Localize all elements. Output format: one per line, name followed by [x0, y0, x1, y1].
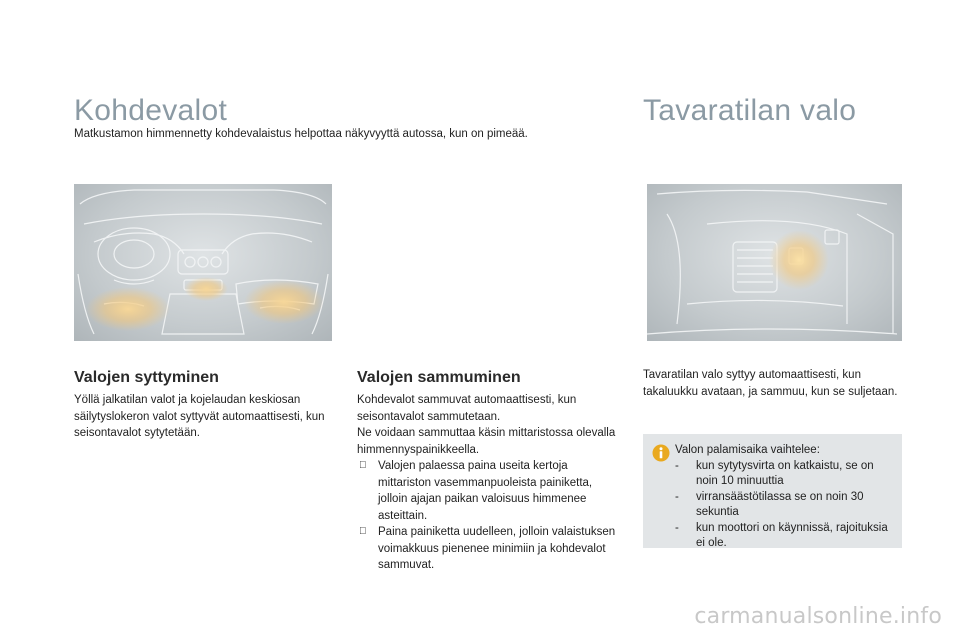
text-tavaratilan-valo: Tavaratilan valo syttyy automaattisesti, kun takaluukku avataan, ja sammuu, kun se suljetaan.: [643, 369, 898, 398]
bullet-text: Valojen palaessa paina useita kertoja mittariston vasemmanpuoleista painiketta, jolloin ajajan paikan valoisuus himmenee asteittain.: [378, 460, 593, 522]
info-item-text: virransäästötilassa se on noin 30 sekuntia: [696, 490, 864, 518]
dash-marker: -: [675, 521, 679, 534]
page-title-tavaratilan-valo: Tavaratilan valo: [643, 94, 857, 127]
arrow-bullet-icon: [359, 524, 367, 541]
dashboard-drawing: [74, 184, 332, 341]
heading-valojen-sammuminen: Valojen sammuminen: [357, 369, 521, 386]
section-valojen-sammuminen: [357, 392, 619, 574]
bullet-item: [357, 524, 619, 574]
text-sammuminen-2: Ne voidaan sammuttaa käsin mittaristossa olevalla himmennyspainikkeella.: [357, 427, 616, 456]
dash-marker: -: [675, 490, 679, 503]
trunk-illustration: [647, 184, 902, 341]
info-content: [675, 443, 897, 552]
text-valojen-syttyminen: Yöllä jalkatilan valot ja kojelaudan keskiosan säilytyslokeron valot syttyvät automaattisesti, kun seisontavalot sytytetään.: [74, 394, 325, 439]
trunk-lamp-glow: [769, 230, 829, 290]
console-light: [184, 277, 228, 301]
info-item-text: kun sytytysvirta on katkaistu, se on noin 10 minuuttia: [696, 459, 874, 487]
bullet-text: Paina painiketta uudelleen, jolloin valaistuksen voimakkuus pienenee minimiin ja kohdevalot sammuvat.: [378, 526, 616, 571]
footwell-light-left: [86, 287, 170, 331]
info-item-text: kun moottori on käynnissä, rajoituksia ei ole.: [696, 521, 888, 549]
text-sammuminen-1: Kohdevalot sammuvat automaattisesti, kun seisontavalot sammutetaan.: [357, 394, 577, 423]
arrow-bullet-icon: [359, 458, 367, 475]
dashboard-illustration: [74, 184, 332, 341]
page-title-kohdevalot: Kohdevalot: [74, 94, 228, 127]
watermark[interactable]: carmanualsonline.info: [694, 604, 942, 629]
intro-text: Matkustamon himmennetty kohdevalaistus helpottaa näkyvyyttä autossa, kun on pimeää.: [74, 128, 528, 140]
info-item: [675, 521, 897, 552]
trunk-drawing: [647, 184, 902, 341]
dash-marker: -: [675, 459, 679, 472]
info-item: [675, 490, 897, 521]
heading-valojen-syttyminen: Valojen syttyminen: [74, 369, 219, 386]
bullet-item: [357, 458, 619, 524]
info-box: [643, 434, 902, 548]
info-item: [675, 459, 897, 490]
info-lead: Valon palamisaika vaihtelee:: [675, 444, 820, 456]
footwell-light-right: [244, 280, 324, 324]
info-icon: [652, 444, 670, 462]
